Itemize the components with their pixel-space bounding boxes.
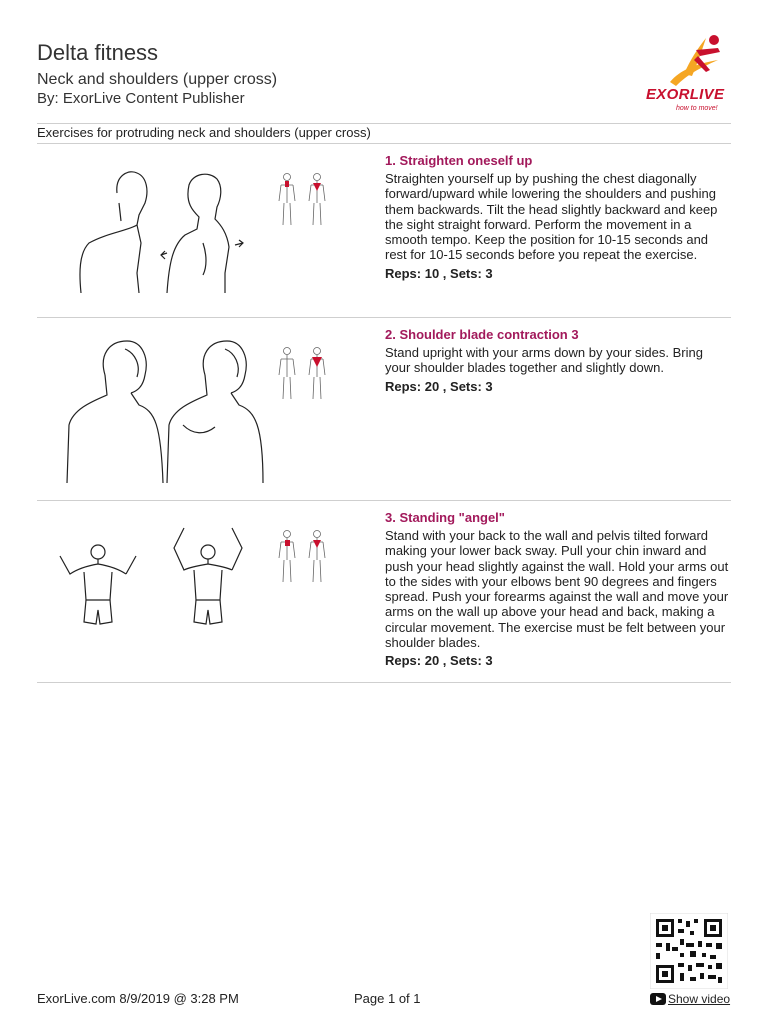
exercise-item xyxy=(37,153,731,313)
divider xyxy=(37,123,731,124)
logo-tagline: how to move! xyxy=(676,105,718,112)
exercise-item xyxy=(37,327,731,492)
logo-wordmark: EXORLIVE xyxy=(646,86,725,103)
exercise-description: Stand upright with your arms down by your sides. Bring your shoulder blades together and slightly down. xyxy=(385,345,703,376)
exorlive-logo xyxy=(640,30,732,118)
exercise-description: Straighten yourself up by pushing the chest diagonally forward/upward while lowering the shoulders and pushing them backwards. Tilt the head slightly backward and keep the sight straight forward. Perform the movement in a smooth tempo. Keep the position for 10-15 seconds and rest for 10-15 seconds before you repeat the exercise. xyxy=(385,171,718,263)
author-line: By: ExorLive Content Publisher xyxy=(37,90,245,107)
exercise-item xyxy=(37,510,731,680)
qr-code[interactable] xyxy=(650,913,728,989)
exercise-title: 2. Shoulder blade contraction 3 xyxy=(385,327,579,342)
play-icon xyxy=(650,993,666,1005)
show-video-label: Show video xyxy=(668,992,731,1006)
exercise-description: Stand with your back to the wall and pelvis tilted forward making your lower back sway. Pull your chin inward and push your head slightly against the wall. Hold your arms out to the sides with your elbows bent 90 degrees and fingers spread. Push your forearms against the wall and move your arms on the wall up above your head and back, making a circular movement. The exercise must be felt between your shoulder blades. xyxy=(385,528,729,651)
footer-source: ExorLive.com 8/9/2019 @ 3:28 PM xyxy=(37,991,239,1006)
intro-text: Exercises for protruding neck and shoulders (upper cross) xyxy=(37,125,371,140)
divider xyxy=(37,143,731,144)
exercise-reps: Reps: 20 , Sets: 3 xyxy=(385,653,493,669)
divider xyxy=(37,682,731,683)
body-map-icon xyxy=(273,526,333,586)
divider xyxy=(37,317,731,318)
page-title: Delta fitness xyxy=(37,40,159,65)
logo-figure-icon xyxy=(640,30,732,90)
exercise-reps: Reps: 20 , Sets: 3 xyxy=(385,378,493,394)
exercise-title: 1. Straighten oneself up xyxy=(385,153,533,168)
show-video-link[interactable] xyxy=(650,992,730,1006)
exercise-title: 3. Standing "angel" xyxy=(385,510,505,525)
exercise-text xyxy=(385,153,731,282)
divider xyxy=(37,500,731,501)
exercise-illustration xyxy=(52,520,262,640)
exercise-illustration xyxy=(67,163,267,303)
exercise-text xyxy=(385,327,731,395)
body-map-icon xyxy=(273,343,333,403)
exercise-text xyxy=(385,510,731,669)
document-header xyxy=(37,40,277,108)
exercise-illustration xyxy=(65,335,265,485)
exercise-reps: Reps: 10 , Sets: 3 xyxy=(385,265,493,281)
body-map-icon xyxy=(273,169,333,229)
page-subtitle: Neck and shoulders (upper cross) xyxy=(37,71,278,88)
page-number: Page 1 of 1 xyxy=(354,991,421,1006)
